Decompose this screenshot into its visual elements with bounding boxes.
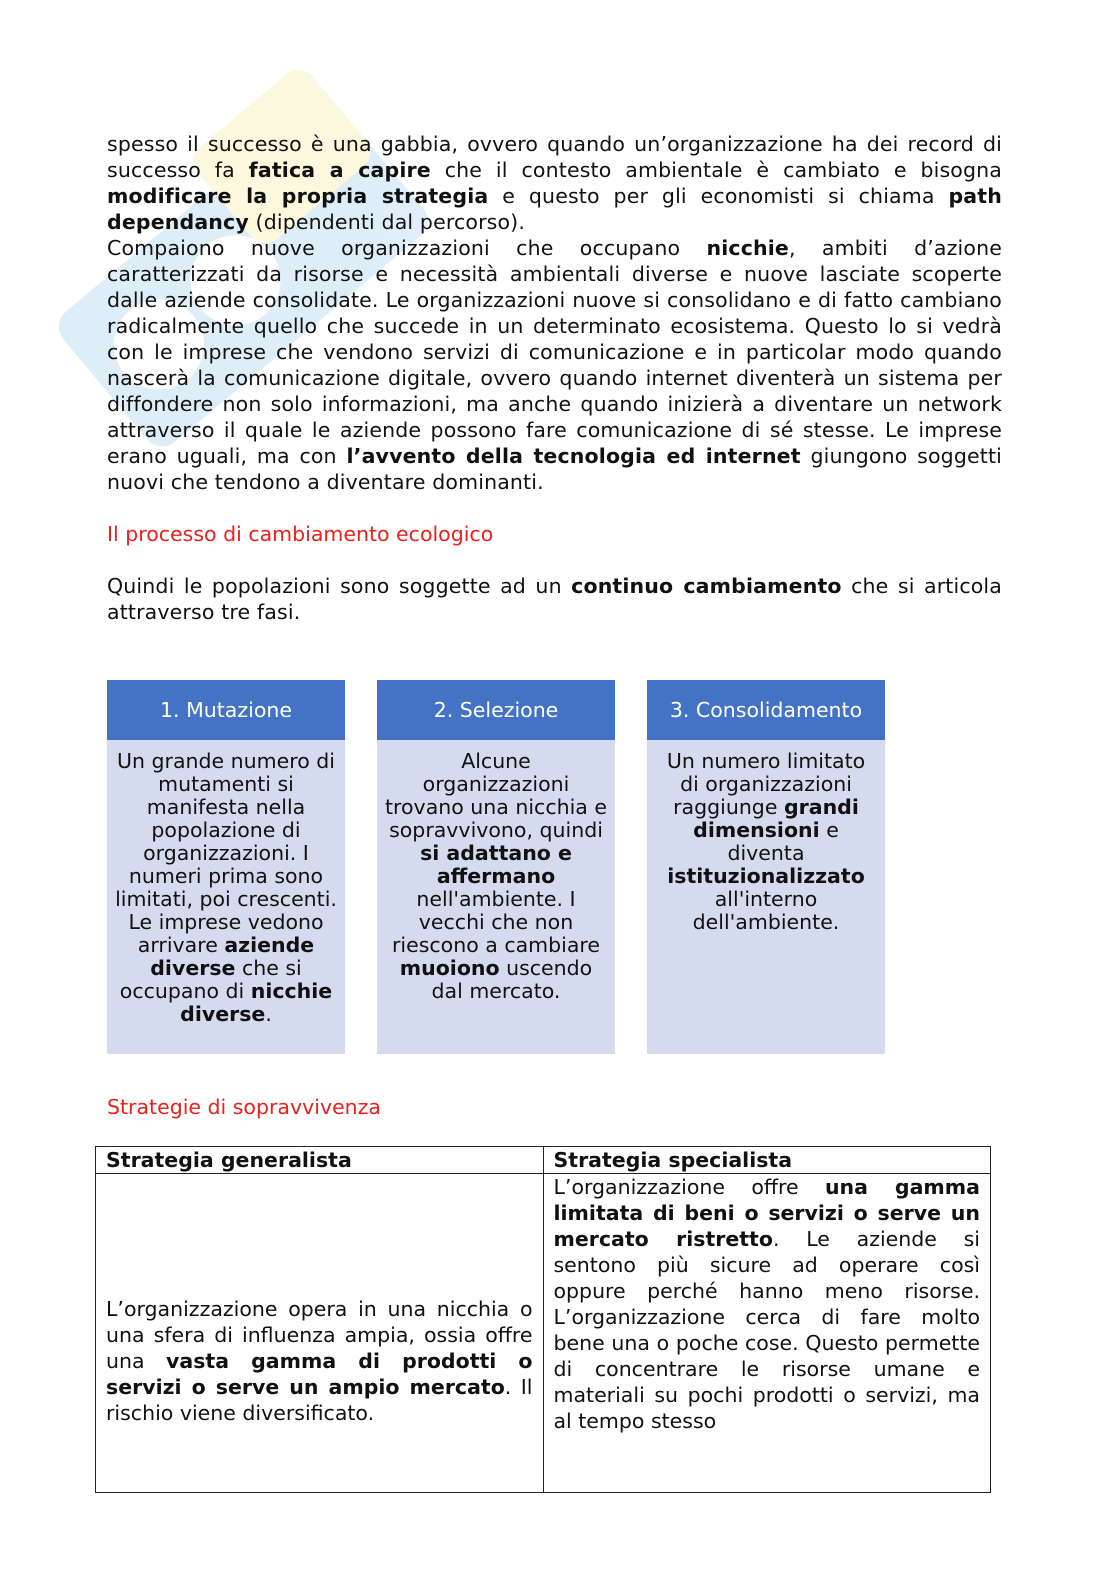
phase-title: 1. Mutazione xyxy=(107,680,345,740)
cell-specialista: L’organizzazione offre una gamma limitata di beni o servizi o serve un mercato ristretto. Le aziende si sentono più sicure ad operare così oppure perché hanno meno risorse. L’organizzazione cerca di fare molto bene una o poche cose. Questo permette di concentrare le risorse umane e materiali su pochi prodotti o servizi, ma al tempo stesso xyxy=(543,1174,991,1493)
heading-processo: Il processo di cambiamento ecologico xyxy=(107,522,494,546)
col-header-generalista: Strategia generalista xyxy=(96,1147,544,1174)
table-header-row xyxy=(96,1147,991,1174)
phase-description: Un grande numero di mutamenti si manifesta nella popolazione di organizzazioni. I numeri prima sono limitati, poi crescenti. Le imprese vedono arrivare aziende diverse che si occupano di nicchie diverse. xyxy=(107,740,345,1054)
paragraph-nicchie: Compaiono nuove organizzazioni che occupano nicchie, ambiti d’azione caratterizzati da risorse e necessità ambientali diverse e nuove lasciate scoperte dalle aziende consolidate. Le organizzazioni nuove si consolidano e di fatto cambiano radicalmente quello che succede in un determinato ecosistema. Questo lo si vedrà con le imprese che vendono servizi di comunicazione e in particolar modo quando nascerà la comunicazione digitale, ovvero quando internet diventerà un sistema per diffondere non solo informazioni, ma anche quando inizierà a diventare un network attraverso il quale le aziende possono fare comunicazione di sé stesse. Le imprese erano uguali, ma con l’avvento della tecnologia ed internet giungono soggetti nuovi che tendono a diventare dominanti. xyxy=(107,236,1002,494)
col-header-specialista: Strategia specialista xyxy=(543,1147,991,1174)
phases-diagram xyxy=(107,680,887,1080)
page-content xyxy=(107,131,1002,625)
strategie-table xyxy=(95,1146,991,1493)
paragraph-path-dependancy: spesso il successo è una gabbia, ovvero quando un’organizzazione ha dei record di successo fa fatica a capire che il contesto ambientale è cambiato e bisogna modificare la propria strategia e questo per gli economisti si chiama path dependancy (dipendenti dal percorso). xyxy=(107,132,1003,234)
cell-generalista: L’organizzazione opera in una nicchia o una sfera di influenza ampia, ossia offre una vasta gamma di prodotti o servizi o serve un ampio mercato. Il rischio viene diversificato. xyxy=(96,1174,544,1493)
phase-title: 3. Consolidamento xyxy=(647,680,885,740)
paragraph-fasi: Quindi le popolazioni sono soggette ad un continuo cambiamento che si articola attraverso tre fasi. xyxy=(107,574,1002,624)
phase-description: Alcune organizzazioni trovano una nicchia e sopravvivono, quindi si adattano e affermano nell'ambiente. I vecchi che non riescono a cambiare muoiono uscendo dal mercato. xyxy=(377,740,615,1054)
heading-strategie: Strategie di sopravvivenza xyxy=(107,1095,381,1119)
phase-selezione xyxy=(377,680,615,1054)
phase-title: 2. Selezione xyxy=(377,680,615,740)
table-row xyxy=(96,1174,991,1493)
phase-description: Un numero limitato di organizzazioni raggiunge grandi dimensioni e diventa istituzionalizzato all'interno dell'ambiente. xyxy=(647,740,885,1054)
phase-consolidamento xyxy=(647,680,885,1054)
phase-mutazione xyxy=(107,680,345,1054)
